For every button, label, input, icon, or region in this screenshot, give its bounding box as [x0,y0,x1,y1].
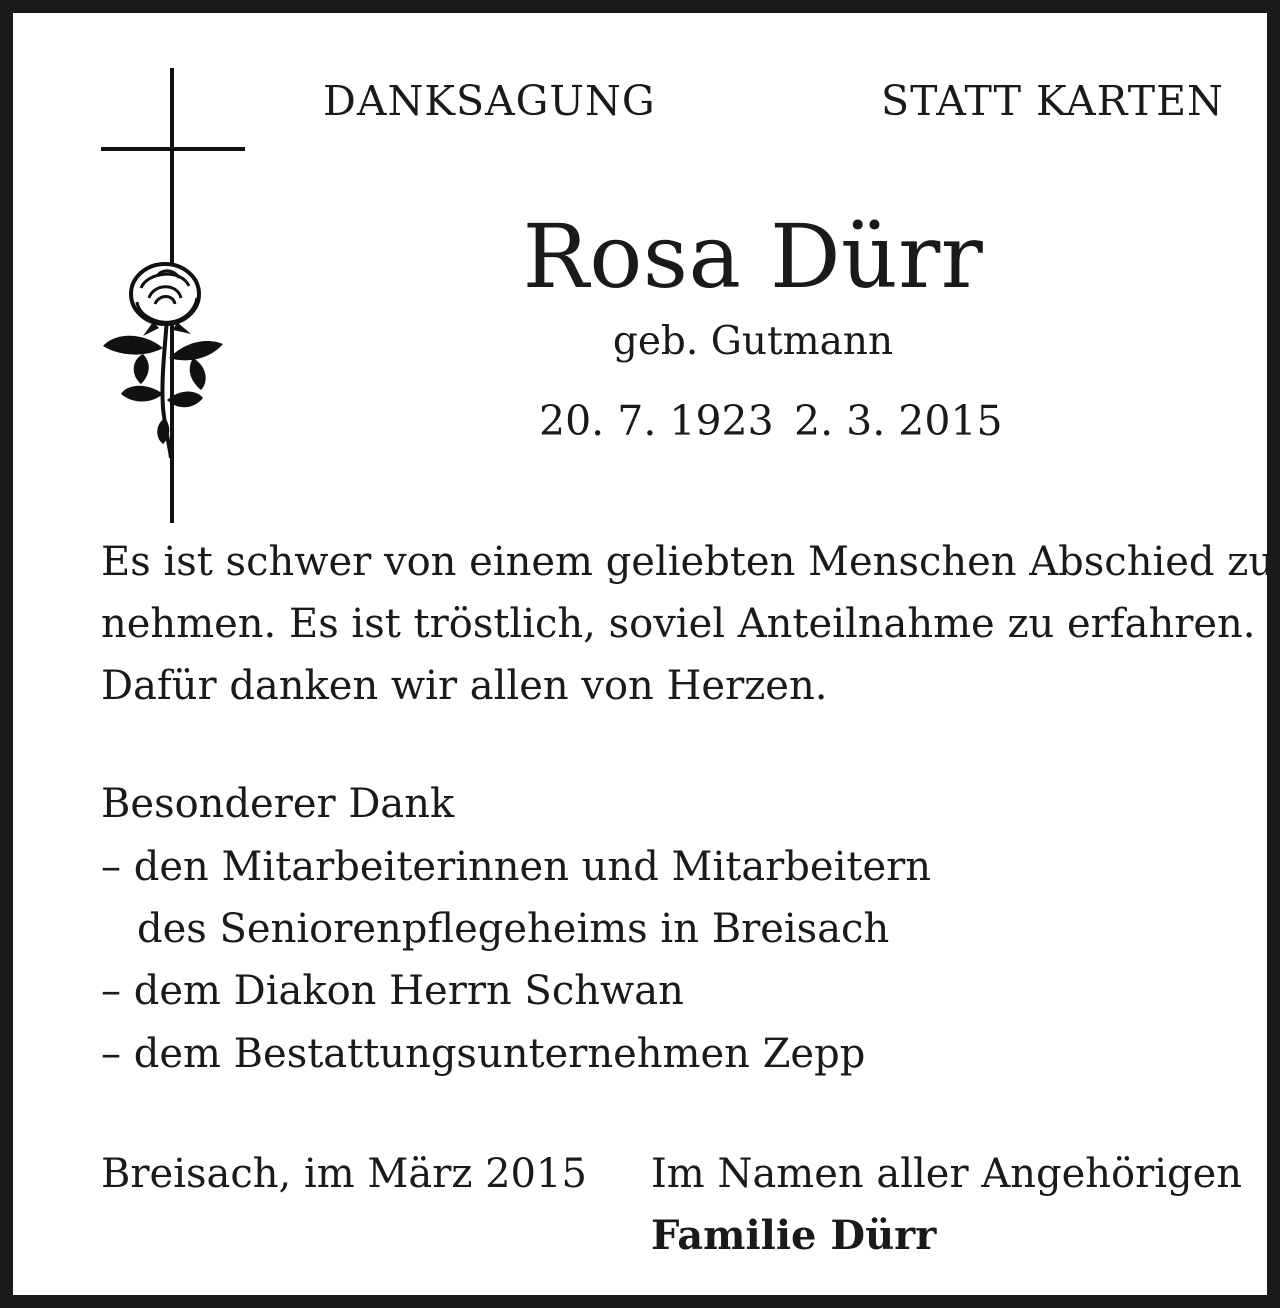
birth-date: 20. 7. 1923 [539,397,774,445]
header-danksagung: DANKSAGUNG [323,77,656,125]
header-statt-karten: STATT KARTEN [881,77,1224,125]
rose-icon [97,258,227,468]
deceased-name: Rosa Dürr [522,205,984,308]
thanks-item: – dem Bestattungsunternehmen Zepp [101,1031,866,1077]
message-line: Dafür danken wir allen von Herzen. [101,663,828,709]
family-signature: Familie Dürr [651,1212,937,1259]
cross-bar [101,147,245,151]
thanks-item-continuation: des Seniorenpflegeheims in Breisach [137,906,890,952]
death-date: 2. 3. 2015 [794,397,1003,445]
maiden-name: geb. Gutmann [612,319,894,364]
place-date: Breisach, im März 2015 [101,1151,587,1197]
thanks-item: – den Mitarbeiterinnen und Mitarbeitern [101,844,931,890]
on-behalf-text: Im Namen aller Angehörigen [651,1151,1243,1197]
message-line: nehmen. Es ist tröstlich, soviel Anteilnahme zu erfahren. [101,601,1256,647]
thanks-title: Besonderer Dank [101,781,455,827]
message-line: Es ist schwer von einem geliebten Menschen Abschied zu [101,539,1275,585]
thanks-item: – dem Diakon Herrn Schwan [101,968,684,1014]
